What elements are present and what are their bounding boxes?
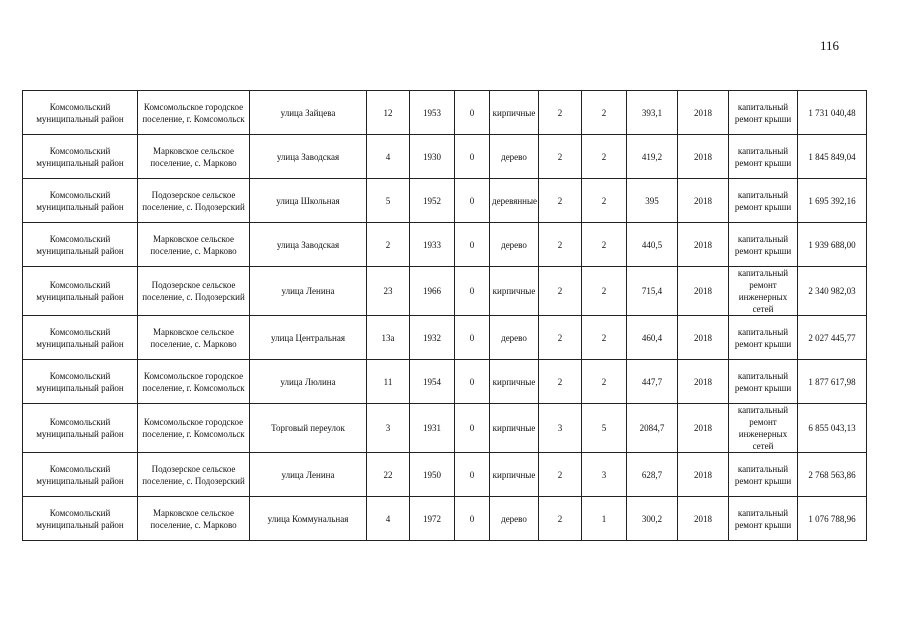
year-built-cell: 1972 [410,497,455,541]
work-type-cell: капитальный ремонт крыши [729,223,798,267]
year-built-cell: 1931 [410,404,455,453]
year-built-cell: 1933 [410,223,455,267]
district-cell: Комсомольский муниципальный район [23,453,138,497]
plan-year-cell: 2018 [678,497,729,541]
plan-year-cell: 2018 [678,316,729,360]
year-built-cell: 1954 [410,360,455,404]
year-built-cell: 1966 [410,267,455,316]
work-type-cell: капитальный ремонт крыши [729,360,798,404]
house-number-cell: 23 [367,267,410,316]
street-cell: улица Заводская [250,135,367,179]
area-cell: 2084,7 [627,404,678,453]
work-type-cell: капитальный ремонт крыши [729,179,798,223]
table-row [23,360,867,404]
wall-material-cell: дерево [490,497,539,541]
floors-cell: 2 [539,316,582,360]
street-cell: улица Коммунальная [250,497,367,541]
street-cell: улица Ленина [250,267,367,316]
floors-cell: 2 [539,267,582,316]
cost-cell: 2 027 445,77 [798,316,867,360]
entrances-cell: 2 [582,316,627,360]
house-number-cell: 4 [367,135,410,179]
cost-cell: 2 768 563,86 [798,453,867,497]
wall-material-cell: дерево [490,316,539,360]
entrances-cell: 3 [582,453,627,497]
district-cell: Комсомольский муниципальный район [23,404,138,453]
work-type-cell: капитальный ремонт инженерных сетей [729,267,798,316]
work-type-cell: капитальный ремонт крыши [729,135,798,179]
plan-year-cell: 2018 [678,453,729,497]
year-built-cell: 1930 [410,135,455,179]
wall-material-cell: кирпичные [490,404,539,453]
zero-value-cell: 0 [455,135,490,179]
area-cell: 628,7 [627,453,678,497]
wall-material-cell: дерево [490,135,539,179]
table-body [23,91,867,541]
plan-year-cell: 2018 [678,360,729,404]
settlement-cell: Марковское сельское поселение, с. Марково [138,223,250,267]
street-cell: улица Школьная [250,179,367,223]
work-type-cell: капитальный ремонт инженерных сетей [729,404,798,453]
floors-cell: 2 [539,135,582,179]
work-type-cell: капитальный ремонт крыши [729,316,798,360]
cost-cell: 1 076 788,96 [798,497,867,541]
area-cell: 393,1 [627,91,678,135]
settlement-cell: Подозерское сельское поселение, с. Подозерский [138,453,250,497]
work-type-cell: капитальный ремонт крыши [729,453,798,497]
plan-year-cell: 2018 [678,179,729,223]
cost-cell: 1 845 849,04 [798,135,867,179]
district-cell: Комсомольский муниципальный район [23,497,138,541]
floors-cell: 2 [539,453,582,497]
cost-cell: 1 731 040,48 [798,91,867,135]
floors-cell: 2 [539,497,582,541]
work-type-cell: капитальный ремонт крыши [729,91,798,135]
table-row [23,223,867,267]
settlement-cell: Марковское сельское поселение, с. Марково [138,135,250,179]
entrances-cell: 2 [582,267,627,316]
table-row [23,267,867,316]
zero-value-cell: 0 [455,223,490,267]
entrances-cell: 2 [582,135,627,179]
street-cell: улица Зайцева [250,91,367,135]
settlement-cell: Комсомольское городское поселение, г. Комсомольск [138,91,250,135]
floors-cell: 2 [539,360,582,404]
street-cell: улица Ленина [250,453,367,497]
plan-year-cell: 2018 [678,267,729,316]
wall-material-cell: дерево [490,223,539,267]
floors-cell: 2 [539,179,582,223]
district-cell: Комсомольский муниципальный район [23,223,138,267]
district-cell: Комсомольский муниципальный район [23,316,138,360]
table-row [23,91,867,135]
district-cell: Комсомольский муниципальный район [23,360,138,404]
entrances-cell: 1 [582,497,627,541]
area-cell: 300,2 [627,497,678,541]
floors-cell: 2 [539,223,582,267]
table-row [23,179,867,223]
plan-year-cell: 2018 [678,404,729,453]
settlement-cell: Марковское сельское поселение, с. Марково [138,316,250,360]
settlement-cell: Марковское сельское поселение, с. Марково [138,497,250,541]
house-number-cell: 2 [367,223,410,267]
year-built-cell: 1932 [410,316,455,360]
settlement-cell: Комсомольское городское поселение, г. Комсомольск [138,360,250,404]
entrances-cell: 2 [582,360,627,404]
zero-value-cell: 0 [455,267,490,316]
house-number-cell: 11 [367,360,410,404]
house-number-cell: 5 [367,179,410,223]
floors-cell: 2 [539,91,582,135]
house-number-cell: 3 [367,404,410,453]
settlement-cell: Комсомольское городское поселение, г. Комсомольск [138,404,250,453]
wall-material-cell: кирпичные [490,360,539,404]
plan-year-cell: 2018 [678,135,729,179]
zero-value-cell: 0 [455,91,490,135]
cost-cell: 1 877 617,98 [798,360,867,404]
district-cell: Комсомольский муниципальный район [23,267,138,316]
district-cell: Комсомольский муниципальный район [23,135,138,179]
area-cell: 395 [627,179,678,223]
page-number: 116 [820,38,840,53]
entrances-cell: 5 [582,404,627,453]
year-built-cell: 1952 [410,179,455,223]
area-cell: 440,5 [627,223,678,267]
cost-cell: 2 340 982,03 [798,267,867,316]
area-cell: 447,7 [627,360,678,404]
district-cell: Комсомольский муниципальный район [23,179,138,223]
house-number-cell: 13а [367,316,410,360]
street-cell: Торговый переулок [250,404,367,453]
area-cell: 419,2 [627,135,678,179]
cost-cell: 6 855 043,13 [798,404,867,453]
plan-year-cell: 2018 [678,91,729,135]
table-row [23,404,867,453]
table-row [23,316,867,360]
entrances-cell: 2 [582,223,627,267]
wall-material-cell: кирпичные [490,453,539,497]
cost-cell: 1 939 688,00 [798,223,867,267]
settlement-cell: Подозерское сельское поселение, с. Подозерский [138,267,250,316]
year-built-cell: 1950 [410,453,455,497]
area-cell: 460,4 [627,316,678,360]
zero-value-cell: 0 [455,497,490,541]
house-number-cell: 4 [367,497,410,541]
street-cell: улица Центральная [250,316,367,360]
housing-repair-table [22,90,867,541]
table-row [23,453,867,497]
table-row [23,497,867,541]
entrances-cell: 2 [582,179,627,223]
area-cell: 715,4 [627,267,678,316]
district-cell: Комсомольский муниципальный район [23,91,138,135]
house-number-cell: 12 [367,91,410,135]
year-built-cell: 1953 [410,91,455,135]
zero-value-cell: 0 [455,179,490,223]
entrances-cell: 2 [582,91,627,135]
cost-cell: 1 695 392,16 [798,179,867,223]
house-number-cell: 22 [367,453,410,497]
street-cell: улица Люлина [250,360,367,404]
zero-value-cell: 0 [455,453,490,497]
floors-cell: 3 [539,404,582,453]
table-row [23,135,867,179]
wall-material-cell: кирпичные [490,267,539,316]
wall-material-cell: деревянные [490,179,539,223]
work-type-cell: капитальный ремонт крыши [729,497,798,541]
zero-value-cell: 0 [455,316,490,360]
zero-value-cell: 0 [455,404,490,453]
street-cell: улица Заводская [250,223,367,267]
settlement-cell: Подозерское сельское поселение, с. Подозерский [138,179,250,223]
wall-material-cell: кирпичные [490,91,539,135]
plan-year-cell: 2018 [678,223,729,267]
zero-value-cell: 0 [455,360,490,404]
